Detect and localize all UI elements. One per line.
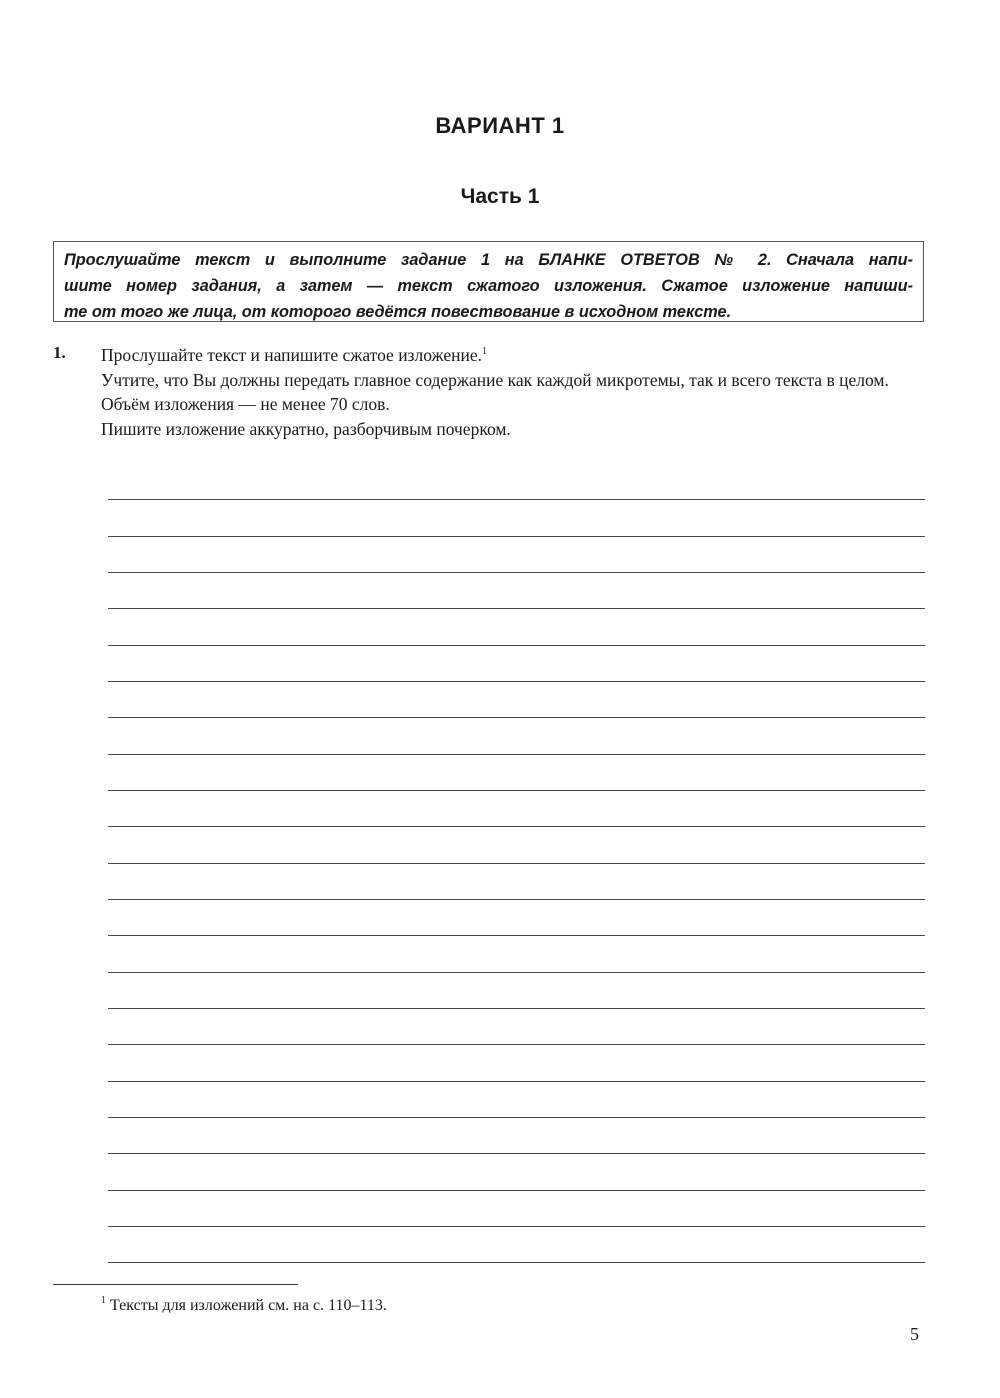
answer-line[interactable] <box>108 572 925 573</box>
answer-line[interactable] <box>108 717 925 718</box>
answer-line[interactable] <box>108 536 925 537</box>
answer-line[interactable] <box>108 608 925 609</box>
page-number: 5 <box>910 1324 919 1344</box>
answer-line[interactable] <box>108 790 925 791</box>
footnote-reference[interactable]: 1 <box>482 346 488 357</box>
instruction-line: Прослушайте текст и выполните задание 1 на БЛАНКЕ ОТВЕТОВ № 2. Сначала напи- <box>64 251 913 269</box>
footnote-mark: 1 <box>101 1295 106 1306</box>
instruction-line: шите номер задания, а затем — текст сжатого изложения. Сжатое изложение напиши- <box>64 277 913 295</box>
answer-line[interactable] <box>108 972 925 973</box>
answer-line[interactable] <box>108 863 925 864</box>
answer-line[interactable] <box>108 645 925 646</box>
answer-line[interactable] <box>108 499 925 500</box>
instruction-line: те от того же лица, от которого ведётся повествование в исходном тексте. <box>64 303 732 321</box>
answer-line[interactable] <box>108 1190 925 1191</box>
task-paragraph: Учтите, что Вы должны передать главное содержание как каждой микротемы, так и всего текста в целом. <box>101 369 889 390</box>
answer-line[interactable] <box>108 935 925 936</box>
task-number: 1. <box>53 343 66 362</box>
answer-line[interactable] <box>108 1117 925 1118</box>
answer-line[interactable] <box>108 899 925 900</box>
part-title: Часть 1 <box>460 185 540 208</box>
answer-lines <box>108 0 925 1398</box>
footnote <box>101 1297 387 1315</box>
answer-line[interactable] <box>108 1044 925 1045</box>
answer-line[interactable] <box>108 1262 925 1263</box>
answer-line[interactable] <box>108 1008 925 1009</box>
answer-line[interactable] <box>108 826 925 827</box>
task-main-text: Прослушайте текст и напишите сжатое изложение. <box>101 345 483 365</box>
variant-title: ВАРИАНТ 1 <box>435 113 565 138</box>
footnote-text: Тексты для изложений см. на с. 110–113. <box>110 1297 387 1314</box>
answer-line[interactable] <box>108 1081 925 1082</box>
task-paragraph: Пишите изложение аккуратно, разборчивым почерком. <box>101 418 511 439</box>
answer-line[interactable] <box>108 1226 925 1227</box>
answer-line[interactable] <box>108 1153 925 1154</box>
answer-line[interactable] <box>108 754 925 755</box>
answer-line[interactable] <box>108 681 925 682</box>
footnote-divider <box>53 1284 298 1285</box>
task-paragraph: Объём изложения — не менее 70 слов. <box>101 394 390 414</box>
